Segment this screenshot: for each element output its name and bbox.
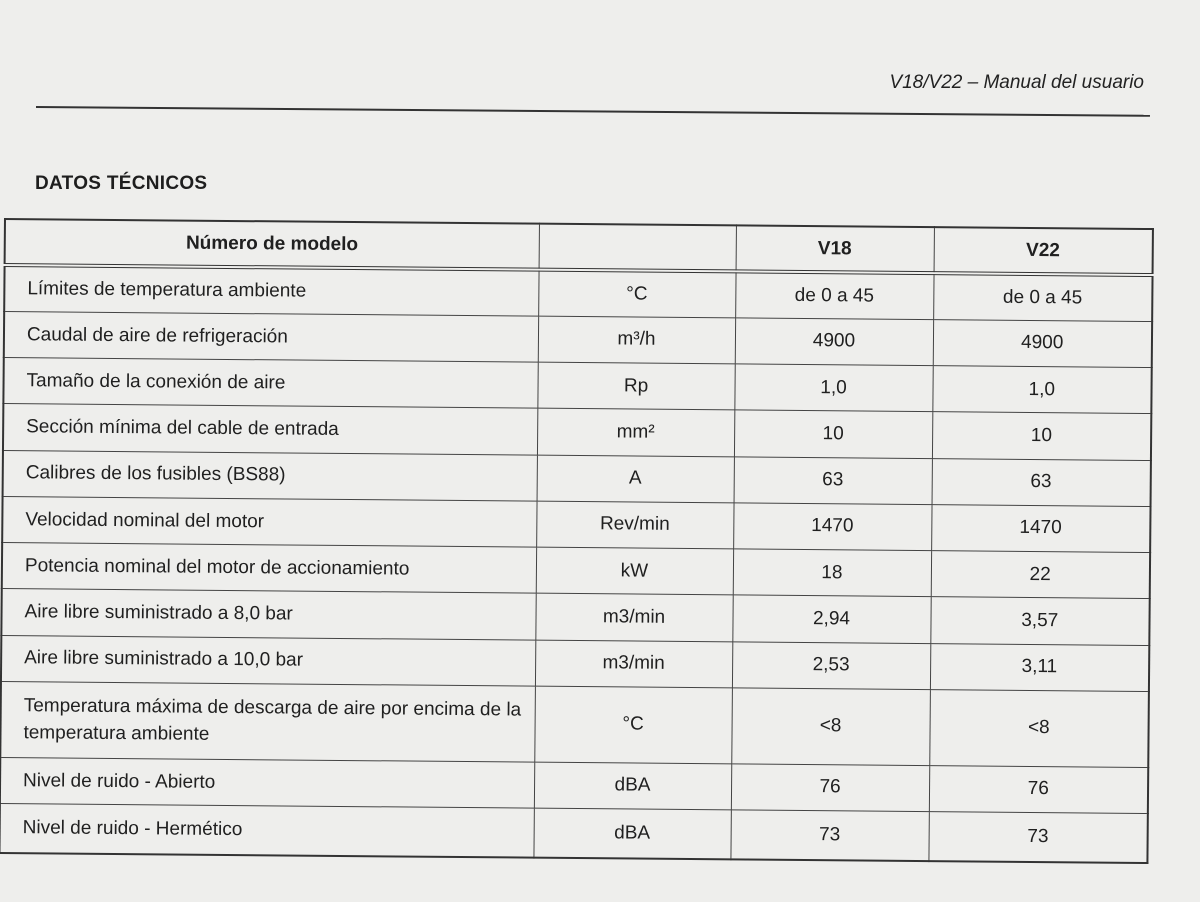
v18-cell: 73 [730,810,928,861]
v22-cell: 10 [932,412,1151,460]
v22-cell: 3,57 [930,597,1149,645]
param-cell: Nivel de ruido - Hermético [0,804,534,858]
v18-cell: 76 [731,764,929,812]
unit-cell: m³/h [538,316,735,364]
unit-cell: dBA [533,808,730,859]
param-cell: Potencia nominal del motor de accionamiento [2,542,536,593]
v22-cell: 22 [931,551,1150,599]
unit-cell: m3/min [535,593,732,641]
unit-cell: Rev/min [536,501,733,549]
v22-cell: 1470 [931,504,1150,552]
header-divider [36,106,1150,117]
v22-cell: 63 [932,458,1151,506]
param-cell: Aire libre suministrado a 8,0 bar [1,589,535,640]
v18-cell: 2,53 [732,641,930,689]
unit-cell: Rp [537,362,734,410]
param-cell: Nivel de ruido - Abierto [0,757,534,808]
unit-cell: kW [536,547,733,595]
v18-cell: <8 [731,688,930,766]
technical-data-table [0,218,1154,864]
unit-cell: °C [538,270,735,318]
v18-cell: 63 [734,456,932,504]
param-cell: Temperatura máxima de descarga de aire por encima de la temperatura ambiente [0,681,535,762]
v22-cell: 3,11 [930,643,1149,691]
header-v18: V18 [736,225,934,273]
param-cell: Tamaño de la conexión de aire [3,358,537,409]
v18-cell: 18 [733,549,931,597]
manual-header-title: V18/V22 – Manual del usuario [889,72,1144,93]
unit-cell: m3/min [535,640,732,688]
unit-cell: A [537,455,734,503]
v18-cell: 10 [734,410,932,458]
header-model-number: Número de modelo [5,219,539,270]
header-v22: V22 [934,227,1153,275]
v22-cell: 4900 [933,319,1152,367]
v22-cell: 76 [929,765,1148,813]
v22-cell: 1,0 [932,366,1151,414]
unit-cell: dBA [534,762,731,810]
unit-cell: mm² [537,408,734,456]
param-cell: Velocidad nominal del motor [2,496,536,547]
header-unit [539,224,736,272]
section-title: DATOS TÉCNICOS [35,173,208,194]
table-row [0,804,1148,863]
v18-cell: 4900 [735,318,933,366]
param-cell: Caudal de aire de refrigeración [4,311,538,362]
v18-cell: 1470 [733,503,931,551]
param-cell: Calibres de los fusibles (BS88) [3,450,537,501]
param-cell: Aire libre suministrado a 10,0 bar [1,635,535,686]
param-cell: Límites de temperatura ambiente [4,265,538,316]
v22-cell: 73 [928,812,1147,863]
v18-cell: 2,94 [732,595,930,643]
unit-cell: °C [534,686,732,764]
v22-cell: de 0 a 45 [933,273,1152,321]
v18-cell: 1,0 [734,364,932,412]
table-row [0,681,1149,767]
param-cell: Sección mínima del cable de entrada [3,404,537,455]
v18-cell: de 0 a 45 [735,271,933,319]
v22-cell: <8 [929,689,1149,767]
